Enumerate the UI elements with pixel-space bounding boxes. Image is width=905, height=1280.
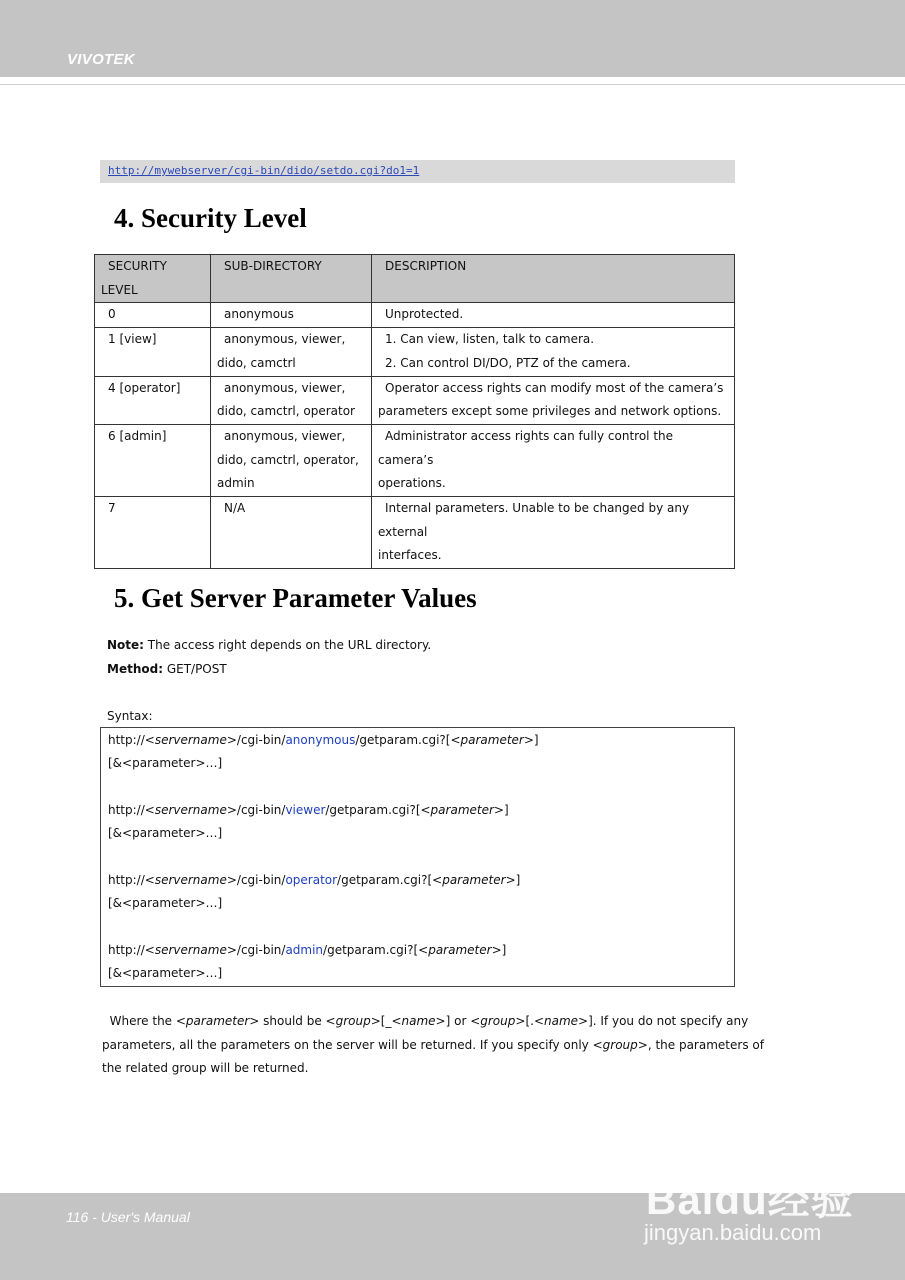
- cell-desc: Internal parameters. Unable to be changed by any external interfaces.: [372, 497, 735, 569]
- syntax-url-admin: http://<servername>/cgi-bin/admin/getparam.cgi?[<parameter>]: [108, 943, 507, 957]
- cell-level: 6 [admin]: [95, 424, 211, 496]
- table-header-row: [95, 255, 735, 303]
- table-row: [95, 424, 735, 496]
- section-title-security-level: 4. Security Level: [114, 203, 307, 233]
- header-divider: [0, 84, 905, 85]
- cell-sub: anonymous, viewer, dido, camctrl: [211, 328, 372, 376]
- syntax-url-anonymous: http://<servername>/cgi-bin/anonymous/getparam.cgi?[<parameter>]: [108, 733, 539, 747]
- method-label: Method:: [107, 662, 163, 676]
- cell-sub: N/A: [211, 497, 372, 569]
- table-row: [95, 328, 735, 376]
- syntax-box: [100, 727, 735, 987]
- watermark-main: Baidu经验: [646, 1176, 854, 1223]
- cell-level: 1 [view]: [95, 328, 211, 376]
- table-row: [95, 303, 735, 328]
- cell-desc: Unprotected.: [372, 303, 735, 328]
- section-title-get-params: 5. Get Server Parameter Values: [114, 583, 477, 613]
- example-url-bar: [100, 160, 735, 183]
- security-level-table: [94, 254, 735, 569]
- cell-level: 0: [95, 303, 211, 328]
- note-text: The access right depends on the URL directory.: [143, 638, 432, 652]
- parameter-explanation: Where the <parameter> should be <group>[_<name>] or <group>[.<name>]. If you do not specify any parameters, all the parameters on the server will be returned. If you specify only <group>, the parameters of the related group will be returned.: [102, 1014, 764, 1075]
- cell-sub: anonymous: [211, 303, 372, 328]
- page-number: 116 - User's Manual: [66, 1209, 190, 1225]
- example-url-link[interactable]: http://mywebserver/cgi-bin/dido/setdo.cgi?do1=1: [108, 164, 420, 177]
- watermark: [640, 1145, 870, 1250]
- method-line: [107, 657, 227, 681]
- syntax-label: Syntax:: [107, 709, 153, 723]
- watermark-sub: jingyan.baidu.com: [644, 1220, 822, 1245]
- brand-logo: VIVOTEK: [67, 51, 135, 68]
- syntax-continuation: [&<parameter>…]: [108, 756, 223, 770]
- table-row: [95, 497, 735, 569]
- syntax-url-viewer: http://<servername>/cgi-bin/viewer/getparam.cgi?[<parameter>]: [108, 803, 509, 817]
- cell-level: 4 [operator]: [95, 376, 211, 424]
- header-description: DESCRIPTION: [372, 255, 735, 303]
- cell-sub: anonymous, viewer, dido, camctrl, operator: [211, 376, 372, 424]
- page-header: [0, 0, 905, 77]
- table-row: [95, 376, 735, 424]
- syntax-continuation: [&<parameter>…]: [108, 896, 223, 910]
- header-sub-directory: SUB-DIRECTORY: [211, 255, 372, 303]
- syntax-url-operator: http://<servername>/cgi-bin/operator/getparam.cgi?[<parameter>]: [108, 873, 521, 887]
- syntax-continuation: [&<parameter>…]: [108, 966, 223, 980]
- cell-desc: Operator access rights can modify most of the camera’s parameters except some privileges and network options.: [372, 376, 735, 424]
- note-line: [107, 633, 431, 657]
- cell-sub: anonymous, viewer, dido, camctrl, operator, admin: [211, 424, 372, 496]
- note-label: Note:: [107, 638, 144, 652]
- cell-desc: 1. Can view, listen, talk to camera. 2. Can control DI/DO, PTZ of the camera.: [372, 328, 735, 376]
- cell-desc: Administrator access rights can fully control the camera’s operations.: [372, 424, 735, 496]
- header-security-level: SECURITY LEVEL: [95, 255, 211, 303]
- method-text: GET/POST: [163, 662, 227, 676]
- cell-level: 7: [95, 497, 211, 569]
- syntax-continuation: [&<parameter>…]: [108, 826, 223, 840]
